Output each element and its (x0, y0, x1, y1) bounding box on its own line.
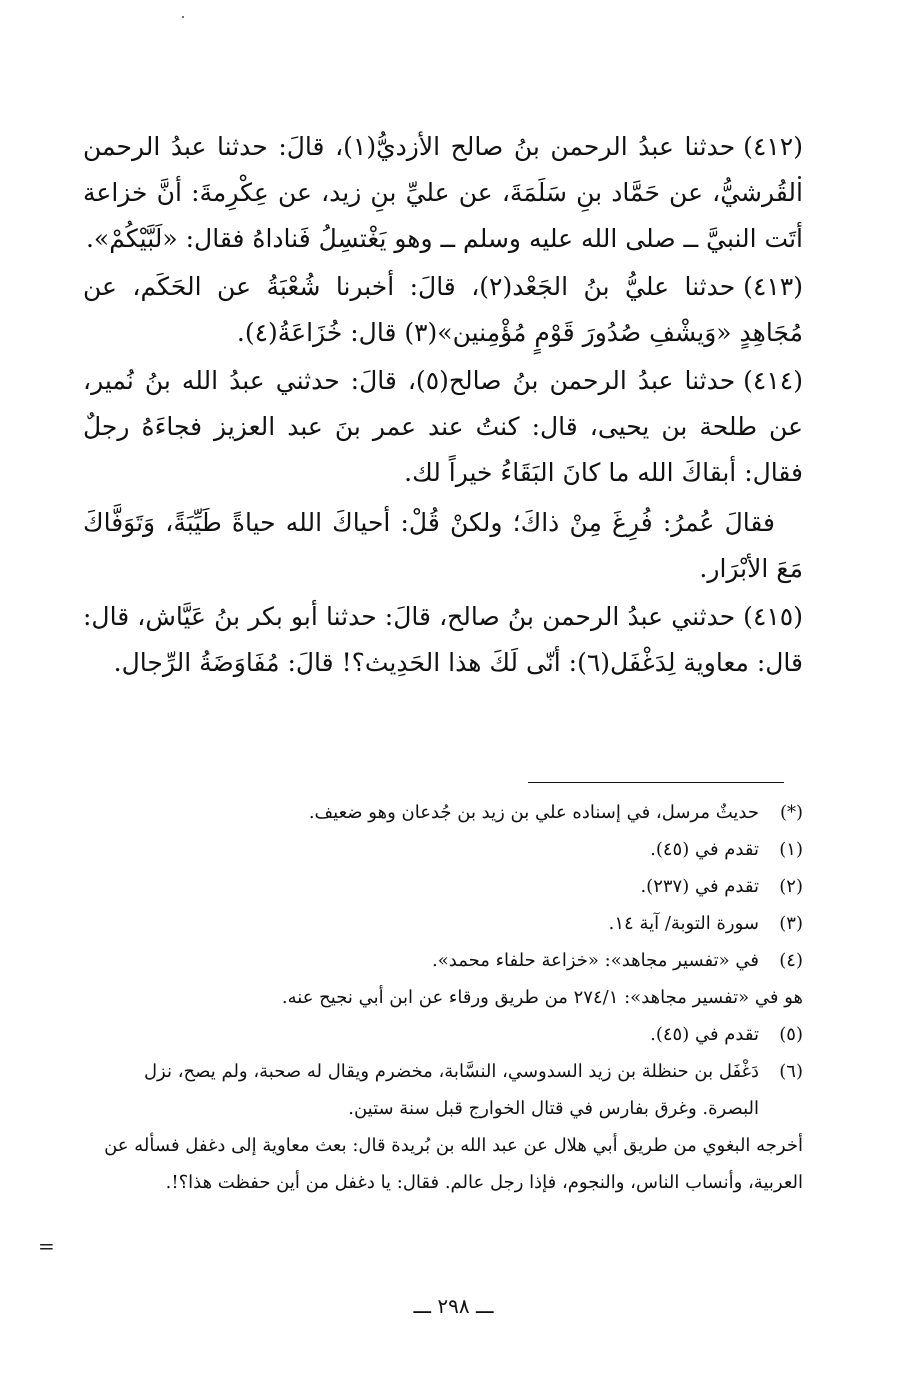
footnote-text: دَغْفَل بن حنظلة بن زيد السدوسي، النسَّابة، مخضرم ويقال له صحبة، ولم يصح، نزل البصرة. وغرق بفارس في قتال الخوارج قبل سنة ستين. (143, 1061, 759, 1119)
footnote-text: هو في «تفسير مجاهد»: ٢٧٤/١ من طريق ورقاء عن ابن أبي نجيح عنه. (281, 987, 803, 1008)
footnote-number: (٤) (779, 950, 803, 971)
main-text (83, 124, 803, 688)
hadith-text: حدثنا عبدُ الرحمن بنُ صالح(٥)، قالَ: حدثني عبدُ الله بنُ نُمير، عن طلحة بن يحيى، قال: كنتُ عند عمر بنَ عبد العزيز فجاءَهُ رجلٌ فقال: أبقاكَ الله ما كانَ البَقَاءُ خيراً لك. (83, 366, 803, 487)
footnote (83, 1053, 803, 1127)
footnote (83, 1016, 803, 1053)
margin-mark: = (38, 1234, 55, 1258)
footnote-text: أخرجه البغوي من طريق أبي هلال عن عبد الله بن بُريدة قال: بعث معاوية إلى دغفل فسأله عن العربية، وأنساب الناس، والنجوم، فإذا رجل عالم. فقال: يا دغفل من أين حفظت هذا؟!. (104, 1135, 803, 1193)
footnote (83, 868, 803, 905)
hadith-414 (83, 358, 803, 592)
hadith-413 (83, 264, 803, 356)
footnote-number: (٣) (779, 913, 803, 934)
footnote-number: (٦) (779, 1061, 803, 1082)
footnote-number: (٢) (779, 876, 803, 897)
hadith-415 (83, 594, 803, 686)
footnote-number: (١) (779, 839, 803, 860)
footnote-text: تقدم في (٢٣٧). (640, 876, 759, 897)
footnote-number: (٥) (779, 1024, 803, 1045)
footnote (83, 905, 803, 942)
footnote-continuation (83, 979, 803, 1016)
footnote (83, 831, 803, 868)
footnote-text: تقدم في (٤٥). (650, 839, 759, 860)
footnote-text: سورة التوبة/ آية ١٤. (608, 913, 759, 934)
page-number: ـــ ٢٩٨ ـــ (413, 1294, 494, 1318)
hadith-number: (٤١٥) (743, 602, 803, 631)
hadith-text: حدثني عبدُ الرحمن بنُ صالح، قالَ: حدثنا أبو بكر بنُ عَيَّاش، قال: قال: معاوية لِدَغْفَل(٦): أنّى لَكَ هذا الحَدِيث؟! قالَ: مُفَاوَضَةُ الرِّجال. (83, 602, 803, 677)
footnote-text: في «تفسير مجاهد»: «خزاعة حلفاء محمد». (432, 950, 759, 971)
footnote-number: (*) (779, 802, 803, 823)
hadith-412 (83, 124, 803, 262)
footnote-text: حديثٌ مرسل، في إسناده علي بن زيد بن جُدعان وهو ضعيف. (308, 802, 759, 823)
footnote-continuation (83, 1127, 803, 1201)
footnote-text: تقدم في (٤٥). (650, 1024, 759, 1045)
hadith-number: (٤١٤) (743, 366, 803, 395)
hadith-continuation: فقالَ عُمرُ: فُرِغَ مِنْ ذاكَ؛ ولكنْ قُلْ: أحياكَ الله حياةً طَيِّبَةً، وَتَوَفَّاكَ مَعَ الأبْرَار. (83, 508, 803, 583)
hadith-text: حدثنا عبدُ الرحمن بنُ صالح الأزديُّ(١)، قالَ: حدثنا عبدُ الرحمن القُرشيُّ، عن حَمَّاد بنِ سَلَمَةَ، عن عليِّ بنِ زيد، عن عِكْرِمةَ: أنَّ خزاعة أتَت النبيَّ ــ صلى الله عليه وسلم ــ وهو يَغْتسِلُ فَناداهُ فقال: «لَبَّيْكُمْ». (83, 132, 803, 253)
hadith-number: (٤١٢) (743, 132, 803, 161)
footnote-divider (528, 782, 784, 783)
hadith-number: (٤١٣) (743, 272, 803, 301)
speck (182, 16, 184, 18)
footnotes (83, 794, 803, 1201)
footnote (83, 794, 803, 831)
footnote (83, 942, 803, 979)
hadith-text: حدثنا عليُّ بنُ الجَعْد(٢)، قالَ: أخبرنا شُعْبَةُ عن الحَكَم، عن مُجَاهِدٍ «وَيشْفِ صُدُورَ قَوْمٍ مُؤْمِنين»(٣) قال: خُزَاعَةُ(٤). (83, 272, 803, 347)
